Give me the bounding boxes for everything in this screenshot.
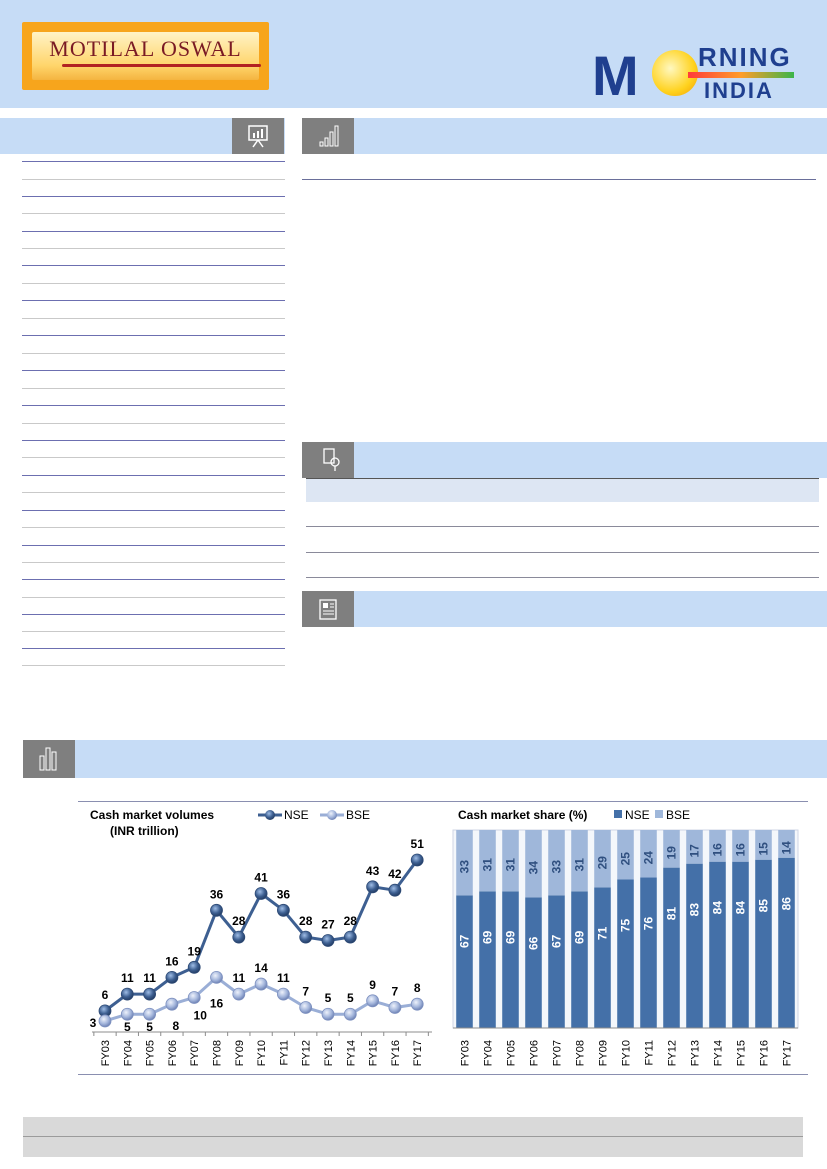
bar-nse [571, 891, 588, 1028]
data-label-nse: 11 [120, 971, 134, 986]
bar-nse [663, 868, 680, 1028]
bar-nse [479, 891, 496, 1028]
x-tick-label: FY13 [323, 1040, 335, 1067]
line-chart [90, 837, 432, 1066]
data-label-nse: 67 [549, 934, 564, 949]
data-label-bse: 29 [595, 856, 610, 870]
x-tick-label: FY10 [620, 1040, 633, 1067]
data-label-bse: 9 [369, 977, 376, 992]
x-tick-label: FY06 [528, 1040, 541, 1067]
data-label-nse: 41 [254, 870, 268, 885]
footer-rule [23, 1136, 803, 1137]
series-point-nse [144, 988, 156, 1000]
series-point-bse [121, 1008, 133, 1020]
data-label-bse: 16 [733, 843, 748, 857]
x-tick-label: FY09 [233, 1040, 246, 1067]
data-label-nse: 43 [365, 863, 380, 878]
data-label-bse: 16 [209, 996, 224, 1011]
bar-nse [732, 862, 749, 1028]
x-tick-label: FY14 [345, 1040, 358, 1067]
bar-nse [456, 895, 473, 1028]
series-point-bse [188, 991, 200, 1003]
x-tick-label: FY11 [278, 1040, 291, 1066]
data-label-bse: 19 [664, 846, 679, 860]
legend-label: NSE [284, 808, 309, 822]
series-point-bse [211, 971, 223, 983]
x-tick-label: FY14 [712, 1040, 725, 1067]
data-label-bse: 7 [391, 984, 399, 999]
series-point-bse [411, 998, 423, 1010]
series-point-bse [233, 988, 245, 1000]
footer-box [23, 1117, 803, 1157]
data-label-bse: 8 [172, 1019, 180, 1034]
bar-nse [755, 860, 772, 1028]
x-tick-label: FY04 [122, 1040, 135, 1067]
x-tick-label: FY03 [459, 1040, 472, 1067]
data-label-nse: 86 [779, 897, 794, 911]
x-tick-label: FY15 [735, 1040, 748, 1067]
data-label-bse: 25 [618, 852, 633, 866]
series-point-bse [322, 1008, 334, 1020]
data-label-nse: 28 [299, 914, 313, 929]
legend-swatch-marker [265, 810, 275, 820]
bar-nse [548, 895, 565, 1028]
data-label-nse: 19 [187, 944, 201, 959]
series-point-bse [300, 1002, 312, 1014]
data-label-bse: 5 [146, 1020, 153, 1035]
data-label-bse: 31 [480, 858, 495, 872]
series-point-bse [344, 1008, 356, 1020]
data-label-nse: 81 [664, 906, 679, 921]
series-point-nse [367, 881, 379, 893]
series-point-bse [255, 978, 267, 990]
series-point-bse [367, 995, 379, 1007]
data-label-nse: 71 [595, 926, 610, 941]
x-tick-label: FY07 [551, 1040, 564, 1067]
bar-chart [453, 830, 798, 1066]
data-label-nse: 36 [209, 887, 224, 902]
x-tick-label: FY09 [597, 1040, 610, 1067]
bar-chart-legend [614, 808, 690, 822]
x-tick-label: FY08 [211, 1040, 224, 1067]
data-label-bse: 5 [324, 991, 332, 1006]
data-label-nse: 84 [710, 901, 725, 915]
data-label-nse: 67 [457, 934, 472, 949]
data-label-bse: 10 [193, 1008, 207, 1023]
series-point-bse [389, 1002, 401, 1014]
data-label-nse: 69 [503, 930, 518, 945]
data-label-bse: 33 [549, 859, 564, 874]
series-point-nse [233, 931, 245, 943]
series-point-bse [166, 998, 178, 1010]
line-chart-title: Cash market volumes [90, 808, 215, 822]
legend-swatch [614, 810, 622, 818]
line-chart-legend [258, 808, 370, 822]
x-tick-label: FY05 [144, 1040, 157, 1067]
x-tick-label: FY04 [482, 1040, 495, 1067]
data-label-bse: 3 [89, 1015, 97, 1030]
bar-nse [778, 858, 795, 1028]
bar-nse [640, 878, 657, 1028]
series-point-bse [277, 988, 289, 1000]
data-label-bse: 11 [232, 971, 246, 986]
data-label-bse: 5 [346, 991, 354, 1006]
data-label-bse: 33 [457, 859, 472, 874]
series-point-nse [121, 988, 133, 1000]
series-point-nse [255, 888, 267, 900]
data-label-nse: 16 [165, 954, 179, 969]
series-point-nse [211, 904, 223, 916]
data-label-bse: 5 [123, 1020, 131, 1035]
data-label-nse: 85 [756, 899, 771, 913]
data-label-nse: 6 [101, 987, 109, 1002]
data-label-bse: 14 [254, 961, 268, 976]
data-label-bse: 14 [779, 841, 794, 855]
x-tick-label: FY03 [100, 1040, 112, 1067]
legend-label: BSE [346, 808, 371, 822]
data-label-nse: 69 [480, 930, 495, 945]
data-label-nse: 42 [388, 867, 402, 882]
legend-label: BSE [666, 808, 691, 822]
series-point-nse [166, 971, 178, 983]
x-tick-label: FY15 [367, 1040, 380, 1067]
data-label-bse: 31 [572, 858, 587, 872]
data-label-nse: 28 [232, 914, 246, 929]
x-tick-label: FY05 [505, 1040, 518, 1067]
logo-letter-m: M [592, 44, 639, 107]
data-label-nse: 69 [572, 930, 587, 945]
bar-nse [709, 862, 726, 1028]
x-tick-label: FY11 [643, 1040, 656, 1066]
bar-chart-title: Cash market share (%) [458, 808, 588, 822]
data-label-bse: 7 [302, 984, 310, 999]
x-tick-label: FY17 [781, 1040, 794, 1067]
logo-text: MOTILAL OSWAL [49, 36, 242, 61]
x-tick-label: FY16 [758, 1040, 771, 1067]
data-label-nse: 11 [143, 971, 156, 986]
series-point-nse [389, 884, 401, 896]
bar-nse [525, 897, 542, 1028]
series-point-nse [188, 961, 200, 973]
bar-nse [594, 887, 611, 1028]
bar-nse [686, 864, 703, 1028]
logo-word-top: RNING [698, 42, 792, 72]
x-tick-label: FY13 [689, 1040, 702, 1067]
data-label-bse: 16 [710, 843, 725, 857]
x-tick-label: FY16 [389, 1040, 402, 1067]
series-point-nse [411, 854, 423, 866]
data-label-nse: 84 [733, 901, 748, 915]
x-tick-label: FY12 [666, 1040, 679, 1067]
bar-nse [617, 880, 634, 1029]
data-label-nse: 36 [276, 887, 291, 902]
line-chart-subtitle: (INR trillion) [110, 824, 179, 838]
bar-nse [502, 891, 519, 1028]
x-tick-label: FY07 [189, 1040, 202, 1067]
series-point-nse [322, 934, 334, 946]
series-point-nse [277, 904, 289, 916]
legend-swatch [655, 810, 663, 818]
data-label-nse: 27 [321, 917, 335, 932]
series-point-bse [144, 1008, 156, 1020]
x-tick-label: FY08 [574, 1040, 587, 1067]
series-point-nse [300, 931, 312, 943]
logo-word-bottom: INDIA [704, 78, 774, 103]
data-label-bse: 31 [503, 858, 518, 872]
data-label-nse: 28 [343, 914, 357, 929]
data-label-bse: 11 [277, 971, 290, 986]
legend-swatch-marker [327, 810, 337, 820]
data-label-nse: 51 [410, 837, 424, 851]
x-tick-label: FY12 [300, 1040, 313, 1067]
data-label-nse: 75 [618, 918, 633, 933]
data-label-bse: 24 [641, 851, 656, 865]
data-label-nse: 76 [641, 916, 656, 931]
data-label-nse: 83 [687, 902, 702, 917]
data-label-bse: 34 [526, 860, 541, 875]
x-tick-label: FY10 [256, 1040, 269, 1067]
series-point-nse [344, 931, 356, 943]
data-label-bse: 8 [413, 981, 421, 996]
data-label-bse: 17 [687, 844, 702, 858]
data-label-nse: 66 [526, 936, 541, 950]
x-tick-label: FY17 [412, 1040, 425, 1067]
data-label-bse: 15 [756, 842, 771, 856]
x-tick-label: FY06 [166, 1040, 179, 1067]
series-point-bse [99, 1015, 111, 1027]
legend-label: NSE [625, 808, 650, 822]
